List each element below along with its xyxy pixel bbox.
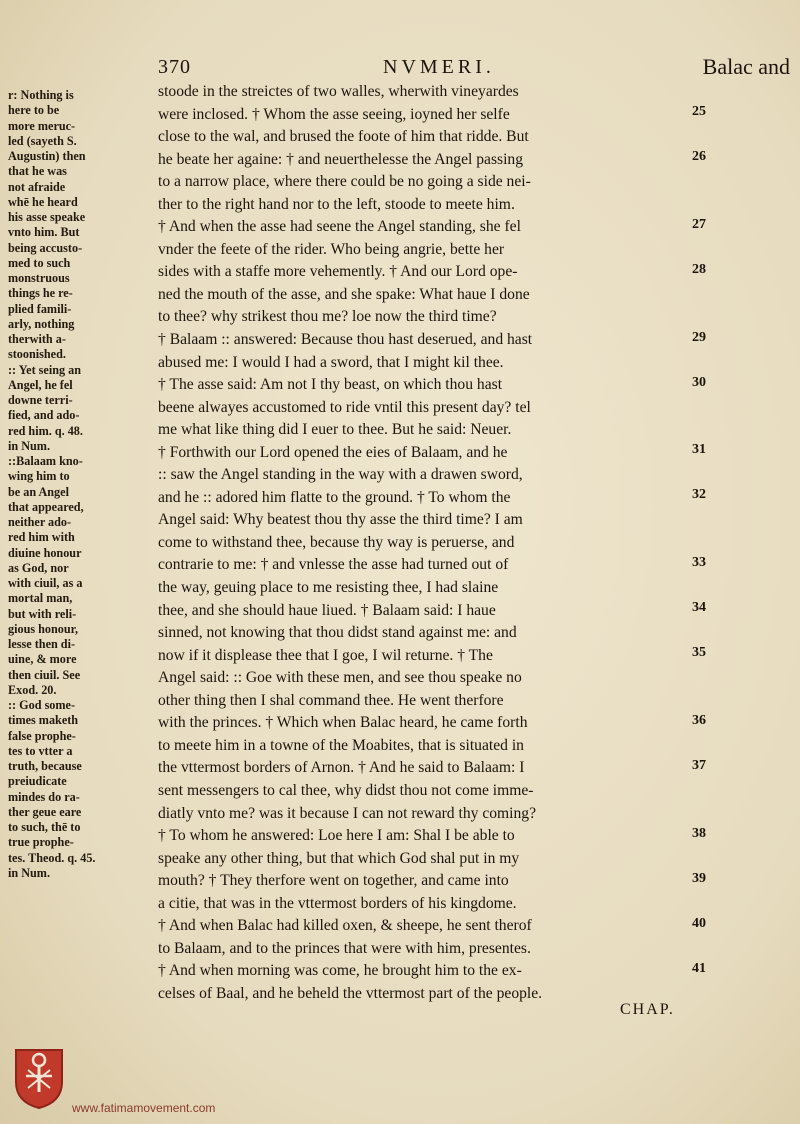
verse-number: 39 xyxy=(692,870,706,886)
verse-number: 33 xyxy=(692,555,706,570)
margin-note-line: ther geue eare xyxy=(8,804,82,819)
margin-note-line: r: Nothing is xyxy=(8,88,74,102)
margin-note-line: that he was xyxy=(8,164,67,179)
text-line: now if it displease thee that I goe, I wil returne. † The xyxy=(158,646,493,664)
text-line: the way, geuing place to me resisting thee, I had slaine xyxy=(158,579,499,597)
margin-note-line: preiudicate xyxy=(8,774,67,789)
text-line: to thee? why strikest thou me? loe now the third time? xyxy=(158,308,497,326)
margin-note-line: but with reli- xyxy=(8,606,77,621)
verse-number: 25 xyxy=(692,104,706,119)
verse-number: 41 xyxy=(692,960,706,976)
text-line: ther to the right hand nor to the left, stoode to meete him. xyxy=(158,195,515,213)
text-line: sent messengers to cal thee, why didst thou not come imme- xyxy=(158,781,534,799)
text-line: celses of Baal, and he beheld the vttermost part of the people. xyxy=(158,984,543,1002)
verse-number: 34 xyxy=(692,600,706,616)
verse-number: 30 xyxy=(692,374,706,390)
verse-number: 27 xyxy=(692,216,706,232)
margin-note-line: Angel, he fel xyxy=(8,377,73,392)
body-text xyxy=(158,81,686,1005)
catchword: CHAP. xyxy=(620,1001,675,1018)
text-line: † And when Balac had killed oxen, & sheepe, he sent therof xyxy=(158,917,532,935)
margin-note-line: :: Yet seing an xyxy=(8,362,82,377)
text-line: to meete him in a towne of the Moabites, that is situated in xyxy=(158,736,524,754)
verse-number: 32 xyxy=(692,487,706,503)
margin-note-line: mortal man, xyxy=(8,591,73,606)
verse-number: 28 xyxy=(692,261,706,277)
margin-note-line: fied, and ado- xyxy=(8,408,80,423)
text-line: with the princes. † Which when Balac heard, he came forth xyxy=(158,714,528,732)
margin-note-line: true prophe- xyxy=(8,835,74,850)
margin-note-line: here to be xyxy=(8,103,60,118)
text-line: were inclosed. † Whom the asse seeing, ioyned her selfe xyxy=(158,105,510,123)
margin-note-line: his asse speake xyxy=(8,210,86,224)
running-head: Balac and xyxy=(702,54,790,79)
text-line: thee, and she should haue liued. † Balaam said: I haue xyxy=(158,601,496,619)
margin-note-line: arly, nothing xyxy=(8,316,75,331)
margin-note-line: be an Angel xyxy=(8,484,69,499)
margin-note-line: ::Balaam kno- xyxy=(8,454,83,468)
text-line: the vttermost borders of Arnon. † And he said to Balaam: I xyxy=(158,759,525,777)
text-line: mouth? † They therfore went on together, and came into xyxy=(158,872,509,890)
margin-note-line: being accusto- xyxy=(8,240,83,255)
text-line: :: saw the Angel standing in the way with a drawen sword, xyxy=(158,466,523,484)
text-line: close to the wal, and brused the foote of him that ridde. But xyxy=(158,128,529,146)
text-line: to a narrow place, where there could be no going a side nei- xyxy=(158,173,531,191)
margin-note-line: med to such xyxy=(8,255,71,270)
text-line: contrarie to me: † and vnlesse the asse had turned out of xyxy=(158,556,509,574)
margin-note-line: neither ado- xyxy=(8,515,72,529)
margin-note-line: vnto him. But xyxy=(8,225,80,240)
margin-note-line: red him. q. 48. xyxy=(8,423,83,438)
margin-note-line: things he re- xyxy=(8,286,73,301)
verse-number: 31 xyxy=(692,442,706,458)
margin-note-line: more meruc- xyxy=(8,118,76,133)
text-line: † And when morning was come, he brought him to the ex- xyxy=(158,962,522,980)
margin-notes xyxy=(8,88,158,881)
text-line: sinned, not knowing that thou didst stand against me: and xyxy=(158,624,517,642)
margin-note-line: red him with xyxy=(8,530,75,545)
margin-note-line: tes. Theod. q. 45. xyxy=(8,850,96,865)
text-line: † The asse said: Am not I thy beast, on which thou hast xyxy=(158,376,503,394)
margin-note-line: whē he heard xyxy=(8,194,78,209)
verse-number: 36 xyxy=(692,712,706,728)
margin-note-line: uine, & more xyxy=(8,652,77,667)
margin-note-line: diuine honour xyxy=(8,545,82,560)
margin-note-line: times maketh xyxy=(8,713,79,728)
margin-note-line: then ciuil. See xyxy=(8,667,81,682)
text-line: ned the mouth of the asse, and she spake: What haue I done xyxy=(158,285,530,303)
text-line: † To whom he answered: Loe here I am: Shal I be able to xyxy=(158,827,515,845)
text-line: other thing then I shal command thee. He went therfore xyxy=(158,691,504,709)
margin-note-line: in Num. xyxy=(8,865,50,880)
text-line: diatly vnto me? was it because I can not reward thy coming? xyxy=(158,804,537,822)
footer-website: www.fatimamovement.com xyxy=(72,1101,216,1115)
verse-number: 35 xyxy=(692,645,706,661)
margin-note-line: gious honour, xyxy=(8,621,78,636)
margin-note-line: truth, because xyxy=(8,759,82,773)
text-line: come to withstand thee, because thy way is peruerse, and xyxy=(158,533,515,551)
margin-note-line: lesse then di- xyxy=(8,637,76,651)
margin-note-line: Augustin) then xyxy=(8,149,86,163)
papal-crest-icon xyxy=(12,1048,66,1110)
book-title: NVMERI. xyxy=(383,56,495,78)
margin-note-line: :: God some- xyxy=(8,698,76,712)
margin-note-line: false prophe- xyxy=(8,728,76,743)
margin-note-line: monstruous xyxy=(8,271,70,285)
margin-note-line: tes to vtter a xyxy=(8,743,73,758)
text-line: vnder the feete of the rider. Who being angrie, bette her xyxy=(158,240,505,258)
text-line: a citie, that was in the vttermost borders of his kingdome. xyxy=(158,894,517,912)
margin-note-line: downe terri- xyxy=(8,393,73,407)
margin-note-line: mindes do ra- xyxy=(8,789,80,804)
margin-note-line: led (sayeth S. xyxy=(8,133,77,148)
margin-note-line: stoonished. xyxy=(8,347,66,362)
text-line: stoode in the streictes of two walles, wherwith vineyardes xyxy=(158,83,519,100)
text-line: me what like thing did I euer to thee. But he said: Neuer. xyxy=(158,421,512,439)
text-line: abused me: I would I had a sword, that I might kil thee. xyxy=(158,353,504,371)
text-line: to Balaam, and to the princes that were with him, presentes. xyxy=(158,939,531,957)
margin-note-line: therwith a- xyxy=(8,332,66,346)
text-line: † Balaam :: answered: Because thou hast deserued, and hast xyxy=(158,331,533,349)
margin-note-line: as God, nor xyxy=(8,560,69,575)
text-line: Angel said: :: Goe with these men, and see thou speake no xyxy=(158,669,522,687)
text-line: sides with a staffe more vehemently. † And our Lord ope- xyxy=(158,263,518,281)
margin-note-line: Exod. 20. xyxy=(8,682,57,697)
page-number: 370 xyxy=(158,56,191,78)
margin-note-line: in Num. xyxy=(8,438,50,453)
margin-note-line: that appeared, xyxy=(8,499,84,514)
margin-note-line: plied famili- xyxy=(8,301,72,316)
margin-note-line: wing him to xyxy=(8,469,70,484)
text-line: Angel said: Why beatest thou thy asse the third time? I am xyxy=(158,511,523,529)
verse-number: 37 xyxy=(692,757,706,773)
margin-note-line: to such, thē to xyxy=(8,820,81,834)
verse-number: 29 xyxy=(692,329,706,345)
text-line: † Forthwith our Lord opened the eies of Balaam, and he xyxy=(158,443,508,461)
margin-note-line: not afraide xyxy=(8,179,66,194)
text-line: † And when the asse had seene the Angel standing, she fel xyxy=(158,218,521,236)
verse-number: 26 xyxy=(692,149,706,165)
verse-number: 40 xyxy=(692,915,706,931)
text-line: beene alwayes accustomed to ride vntil this present day? tel xyxy=(158,398,531,416)
verse-number: 38 xyxy=(692,825,706,841)
text-line: speake any other thing, but that which God shal put in my xyxy=(158,849,520,867)
margin-note-line: with ciuil, as a xyxy=(8,576,83,590)
text-line: and he :: adored him flatte to the ground. † To whom the xyxy=(158,488,511,506)
text-line: he beate her againe: † and neuerthelesse the Angel passing xyxy=(158,150,524,168)
